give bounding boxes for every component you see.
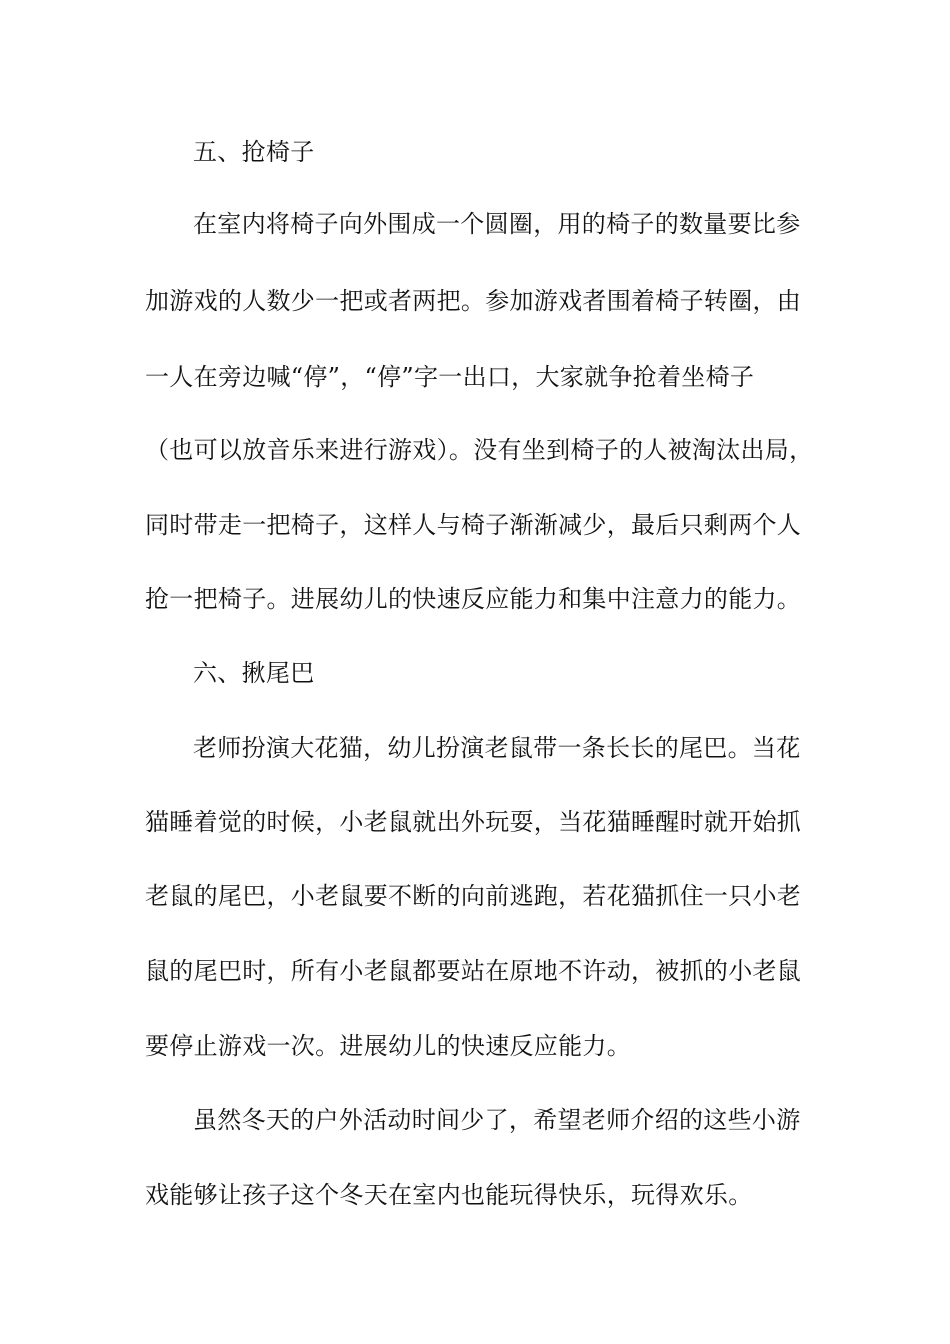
paragraph-line: 虽然冬天的户外活动时间少了，希望老师介绍的这些小游 — [193, 1106, 801, 1134]
paragraph-line: 要停止游戏一次。进展幼儿的快速反应能力。 — [145, 1032, 631, 1060]
section-heading-grab-chairs: 五、抢椅子 — [193, 138, 315, 166]
paragraph-line: 加游戏的人数少一把或者两把。参加游戏者围着椅子转圈，由 — [145, 287, 802, 315]
paragraph-line: 猫睡着觉的时候，小老鼠就出外玩耍，当花猫睡醒时就开始抓 — [145, 808, 802, 836]
section-heading-pull-tail: 六、揪尾巴 — [193, 659, 315, 687]
paragraph-line: 同时带走一把椅子，这样人与椅子渐渐减少，最后只剩两个人 — [145, 511, 802, 539]
paragraph-line: 抢一把椅子。进展幼儿的快速反应能力和集中注意力的能力。 — [145, 585, 802, 613]
paragraph-line: 一人在旁边喊“停”，“停”字一出口，大家就争抢着坐椅子 — [145, 363, 755, 391]
paragraph-line: 老鼠的尾巴，小老鼠要不断的向前逃跑，若花猫抓住一只小老 — [145, 882, 802, 910]
paragraph-line: 戏能够让孩子这个冬天在室内也能玩得快乐，玩得欢乐。 — [145, 1181, 753, 1209]
paragraph-line: 老师扮演大花猫，幼儿扮演老鼠带一条长长的尾巴。当花 — [193, 734, 801, 762]
paragraph-line: 鼠的尾巴时，所有小老鼠都要站在原地不许动，被抓的小老鼠 — [145, 957, 802, 985]
paragraph-line: 在室内将椅子向外围成一个圆圈，用的椅子的数量要比参 — [193, 210, 801, 238]
paragraph-line: （也可以放音乐来进行游戏）。没有坐到椅子的人被淘汰出局， — [145, 436, 814, 464]
